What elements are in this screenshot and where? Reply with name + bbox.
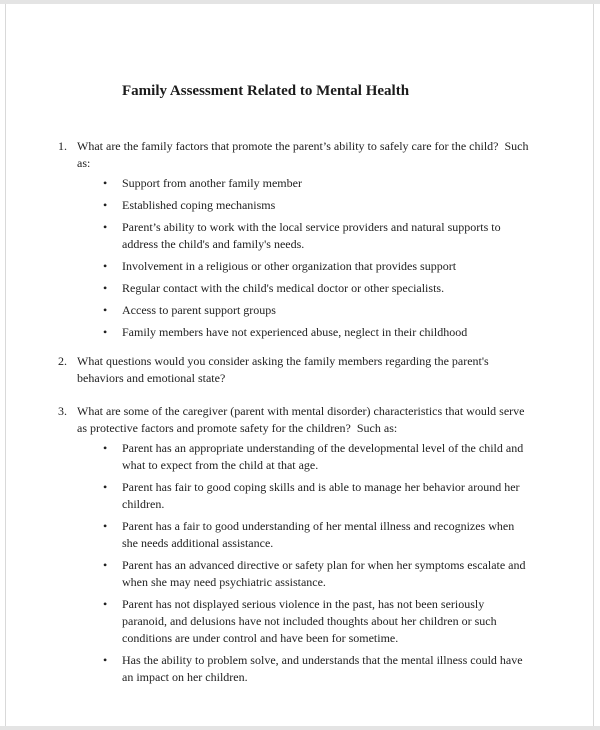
bullet-item — [103, 258, 600, 275]
bullet-text: Established coping mechanisms — [122, 198, 276, 212]
bullet-item — [103, 219, 600, 253]
bullet-icon — [103, 652, 122, 686]
bullet-item — [103, 440, 600, 474]
bullet-text: Has the ability to problem solve, and understands that the mental illness could have an impact on her children. — [122, 653, 523, 684]
bullet-item — [103, 324, 600, 341]
bullet-icon — [103, 518, 122, 552]
bullet-text: Family members have not experienced abuse, neglect in their childhood — [122, 325, 468, 339]
bullet-text: Involvement in a religious or other organization that provides support — [122, 259, 457, 273]
bullet-item — [103, 197, 600, 214]
question-2 — [58, 353, 532, 387]
bullet-item — [103, 479, 600, 513]
bullet-item — [103, 596, 600, 647]
question-2-number: 2. — [58, 354, 67, 368]
bullet-item — [103, 302, 600, 319]
bullet-text: Parent’s ability to work with the local service providers and natural supports to address the child's and family's needs. — [122, 220, 501, 251]
question-2-text: What questions would you consider asking the family members regarding the parent's behaviors and emotional state? — [77, 354, 489, 385]
question-1-bullets — [58, 175, 600, 341]
question-3-number: 3. — [58, 404, 67, 418]
page-edge-bottom — [0, 726, 600, 730]
bullet-item — [103, 518, 600, 552]
document-title: Family Assessment Related to Mental Health — [122, 83, 410, 99]
question-1-text: What are the family factors that promote the parent’s ability to safely care for the child? Such as: — [77, 139, 529, 170]
bullet-text: Parent has fair to good coping skills and is able to manage her behavior around her children. — [122, 480, 520, 511]
bullet-text: Parent has an appropriate understanding of the developmental level of the child and what to expect from the child at that age. — [122, 441, 524, 472]
question-3 — [58, 403, 532, 437]
bullet-icon — [103, 557, 122, 591]
bullet-icon — [103, 324, 122, 341]
bullet-icon — [103, 596, 122, 647]
bullet-icon — [103, 175, 122, 192]
bullet-icon — [103, 258, 122, 275]
bullet-text: Regular contact with the child's medical doctor or other specialists. — [122, 281, 445, 295]
bullet-item — [103, 175, 600, 192]
bullet-icon — [103, 280, 122, 297]
question-3-text: What are some of the caregiver (parent with mental disorder) characteristics that would serve as protective factors and promote safety for the children? Such as: — [77, 404, 525, 435]
bullet-icon — [103, 440, 122, 474]
bullet-icon — [103, 479, 122, 513]
bullet-text: Parent has not displayed serious violence in the past, has not been seriously paranoid, and delusions have not included thoughts about her children or such conditions are under control and have been for sometime. — [122, 597, 497, 645]
question-3-bullets — [58, 440, 600, 686]
bullet-icon — [103, 197, 122, 214]
bullet-text: Parent has a fair to good understanding of her mental illness and recognizes when she needs additional assistance. — [122, 519, 515, 550]
bullet-icon — [103, 219, 122, 253]
question-1 — [58, 138, 532, 172]
bullet-text: Support from another family member — [122, 176, 302, 190]
bullet-icon — [103, 302, 122, 319]
bullet-text: Access to parent support groups — [122, 303, 276, 317]
bullet-item — [103, 557, 600, 591]
bullet-item — [103, 652, 600, 686]
bullet-text: Parent has an advanced directive or safety plan for when her symptoms escalate and when she may need psychiatric assistance. — [122, 558, 526, 589]
question-1-number: 1. — [58, 139, 67, 153]
bullet-item — [103, 280, 600, 297]
